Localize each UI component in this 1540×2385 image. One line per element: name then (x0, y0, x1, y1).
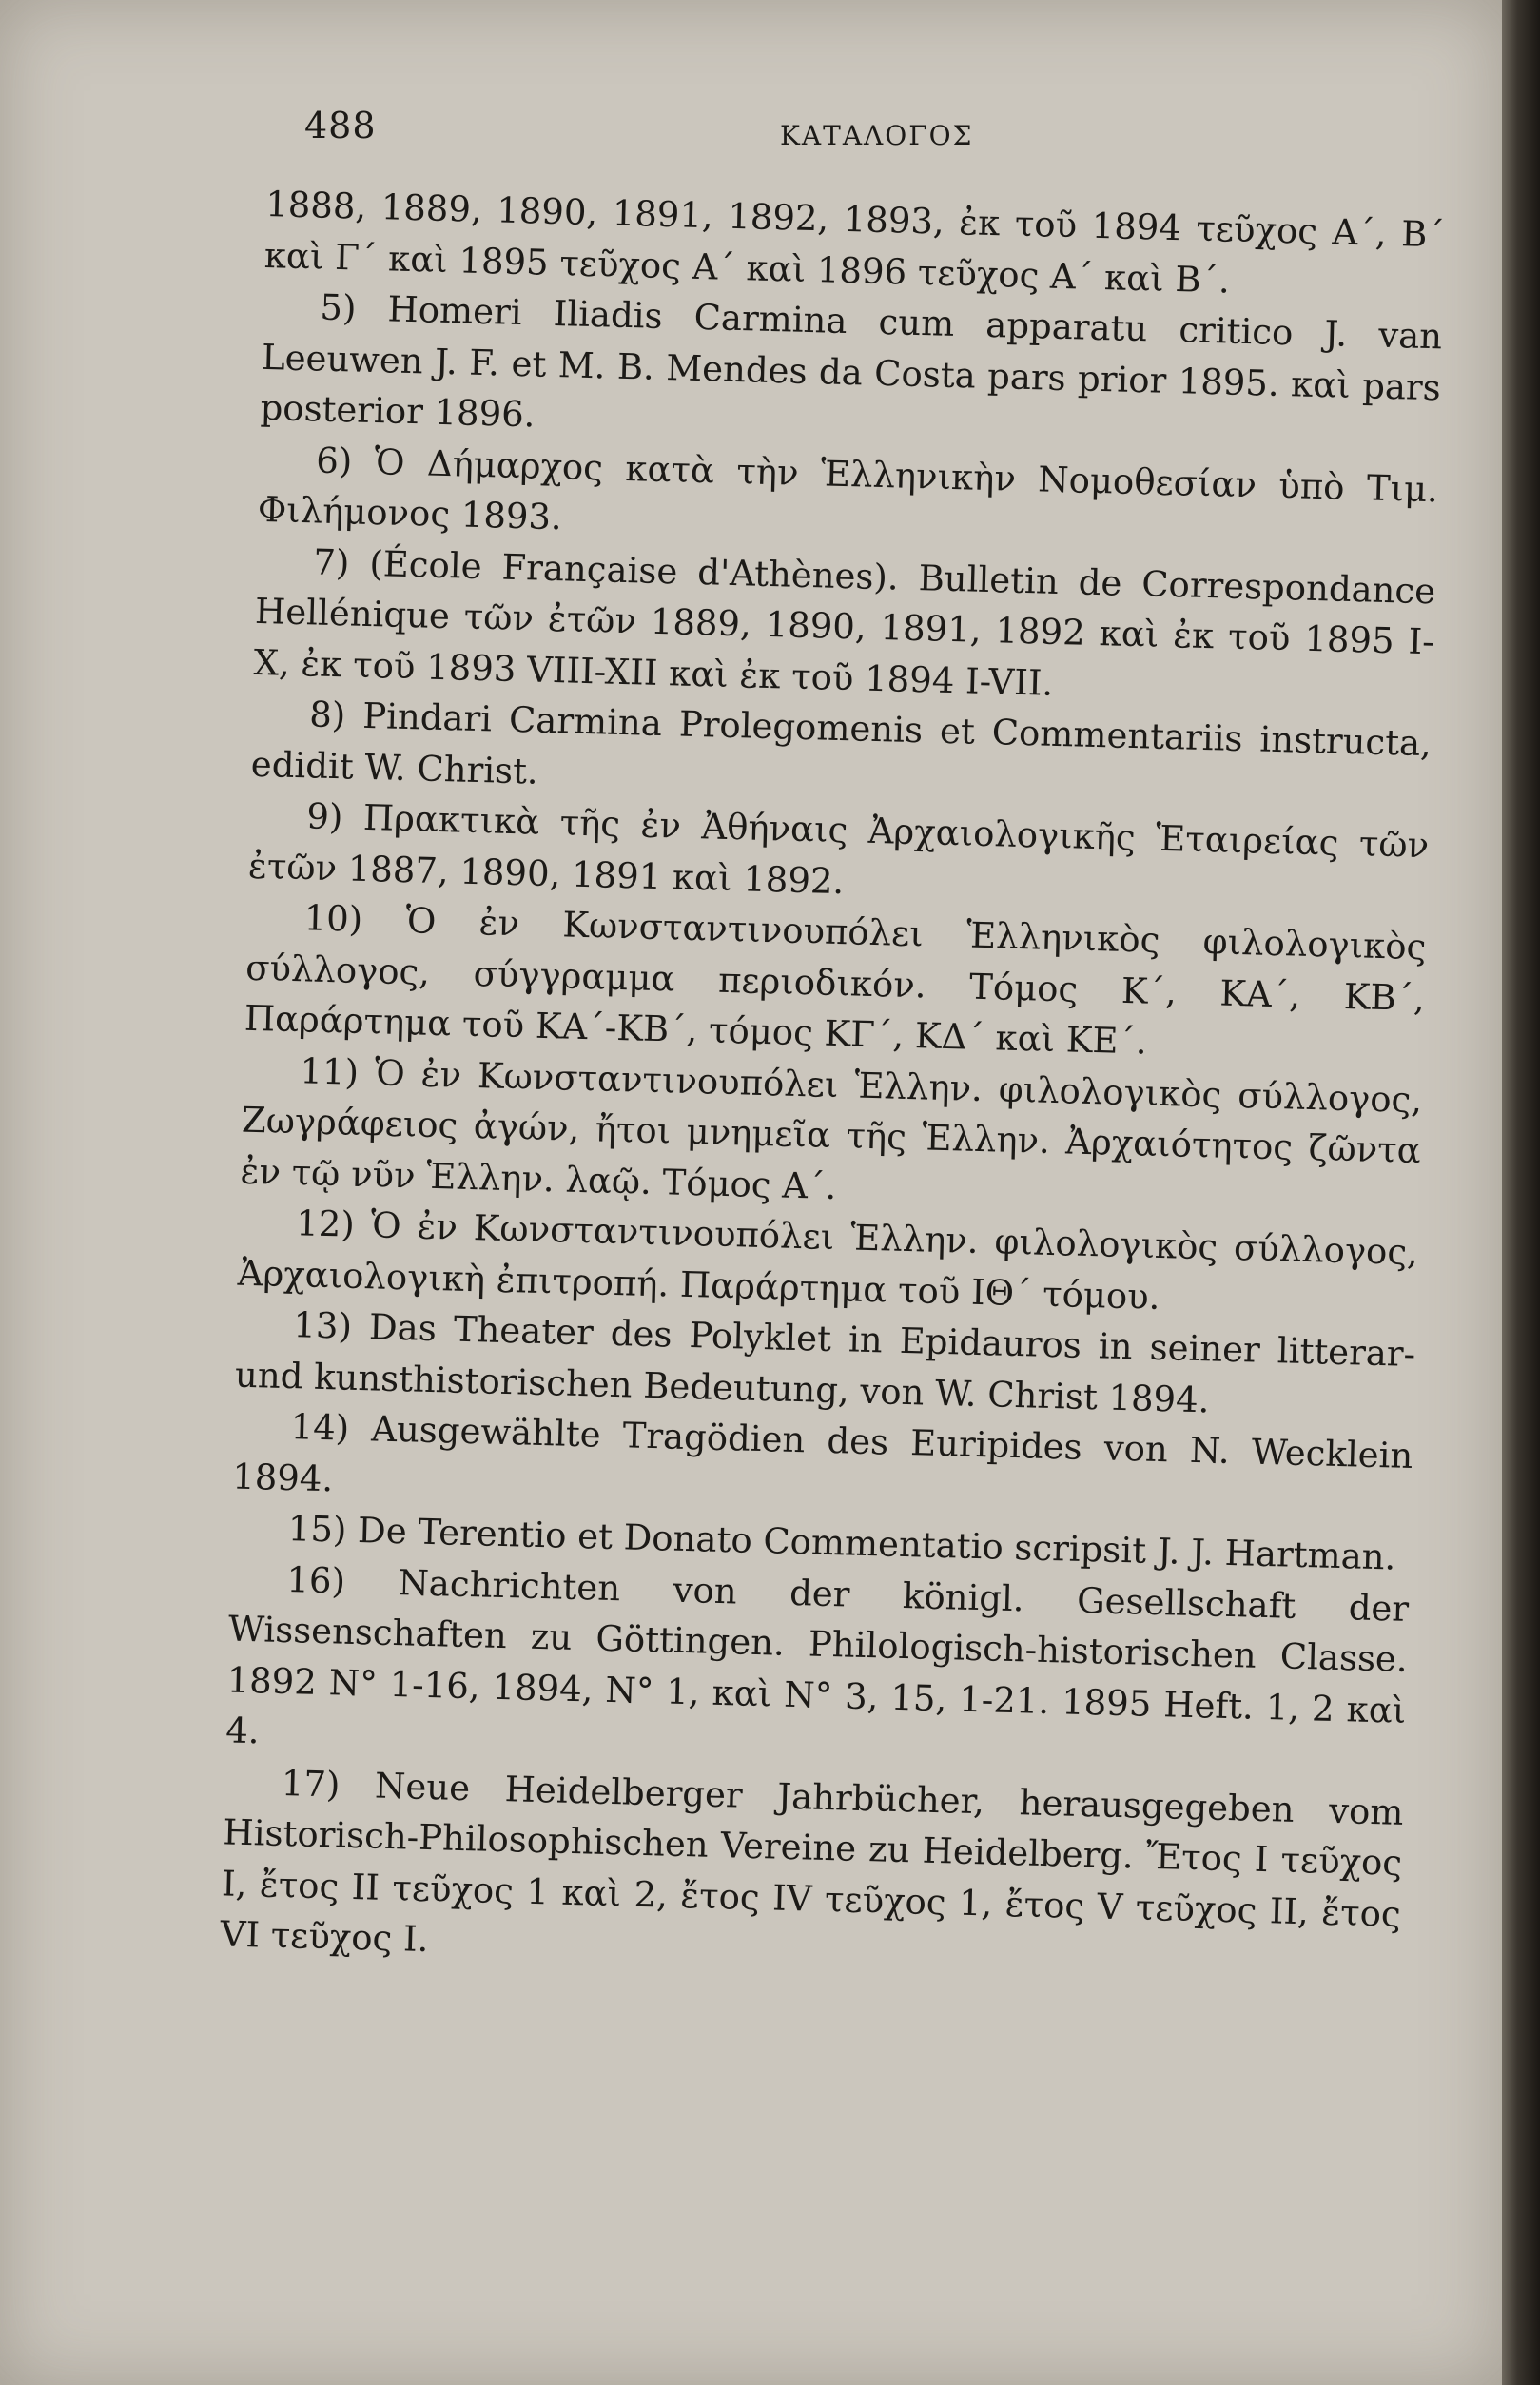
page-number: 488 (304, 105, 377, 147)
catalogue-entry-10: 10) Ὁ ἐν Κωνσταντινουπόλει Ἑλληνικὸς φιλολογικὸς σύλλογος, σύγγραμμα περιοδικόν. Τόμος Κ΄, ΚΑ΄, ΚΒ΄, Παράρτημα τοῦ ΚΑ΄-ΚΒ΄, τόμος ΚΓ΄, ΚΔ΄ καὶ ΚΕ΄. (244, 897, 1427, 1063)
catalogue-entry-12: 12) Ὁ ἐν Κωνσταντινουπόλει Ἑλλην. φιλολογικὸς σύλλογος, Ἀρχαιολογικὴ ἐπιτροπή. Παράρτημα τοῦ ΙΘ΄ τόμου. (237, 1202, 1419, 1318)
catalogue-entry-11: 11) Ὁ ἐν Κωνσταντινουπόλει Ἑλλην. φιλολογικὸς σύλλογος, Ζωγράφειος ἀγών, ἤτοι μνημεῖα τῆς Ἑλλην. Ἀρχαιότητος ζῶντα ἐν τῷ νῦν Ἑλλην. λαῷ. Τόμος Α΄. (240, 1049, 1423, 1207)
running-title: ΚΑΤΑΛΟΓΟΣ (780, 120, 974, 151)
page-edge-shadow (1502, 0, 1540, 2385)
catalogue-entry-8: 8) Pindari Carmina Prolegomenis et Commentariis instructa, edidit W. Christ. (250, 694, 1433, 792)
catalogue-entry-14: 14) Ausgewählte Tragödien des Euripides von N. Wecklein 1894. (231, 1406, 1413, 1499)
catalogue-entry-13: 13) Das Theater des Polyklet in Epidauros in seiner litterar- und kunsthistorischen Bedeutung, von W. Christ 1894. (234, 1304, 1416, 1420)
catalogue-entry-9: 9) Πρακτικὰ τῆς ἐν Ἀθήναις Ἀρχαιολογικῆς Ἑταιρείας τῶν ἐτῶν 1887, 1890, 1891 καὶ 1892. (247, 795, 1430, 902)
catalogue-entry-7: 7) (École Française d'Athènes). Bulletin de Correspondance Hellénique τῶν ἐτῶν 1889, 1890, 1891, 1892 καὶ ἐκ τοῦ 1895 I-X, ἐκ τοῦ 1893 VIII-XII καὶ ἐκ τοῦ 1894 I-VII. (253, 540, 1436, 704)
catalogue-entry-15: 15) De Terentio et Donato Commentatio scripsit J. J. Hartman. (287, 1508, 1396, 1578)
catalogue-entry-5: 5) Homeri Iliadis Carmina cum apparatu critico J. van Leeuwen J. F. et M. B. Mendes da Costa pars prior 1895. καὶ pars posterior 1896. (260, 286, 1443, 436)
catalogue-entry-continued: 1888, 1889, 1890, 1891, 1892, 1893, ἐκ τοῦ 1894 τεῦχος Α΄, Β΄ καὶ Γ΄ καὶ 1895 τεῦχος Α΄ καὶ 1896 τεῦχος Α΄ καὶ Β΄. (263, 183, 1446, 302)
catalogue-text (220, 179, 1446, 1990)
page-header (304, 105, 1427, 162)
catalogue-entry-17: 17) Neue Heidelberger Jahrbücher, herausgegeben vom Historisch-Philosophischen Vereine zu Heidelberg. Ἔτος I τεῦχος I, ἔτος II τεῦχος 1 καὶ 2, ἔτος IV τεῦχος 1, ἔτος V τεῦχος II, ἔτος VI τεῦχος I. (220, 1762, 1405, 1961)
catalogue-entry-6: 6) Ὁ Δήμαρχος κατὰ τὴν Ἑλληνικὴν Νομοθεσίαν ὑπὸ Τιμ. Φιλήμονος 1893. (257, 439, 1439, 538)
catalogue-entry-16: 16) Nachrichten von der königl. Gesellschaft der Wissenschaften zu Göttingen. Philologisch-historischen Classe. 1892 N° 1-16, 1894, N° 1, καὶ N° 3, 15, 1-21. 1895 Heft. 1, 2 καὶ 4. (224, 1558, 1410, 1752)
